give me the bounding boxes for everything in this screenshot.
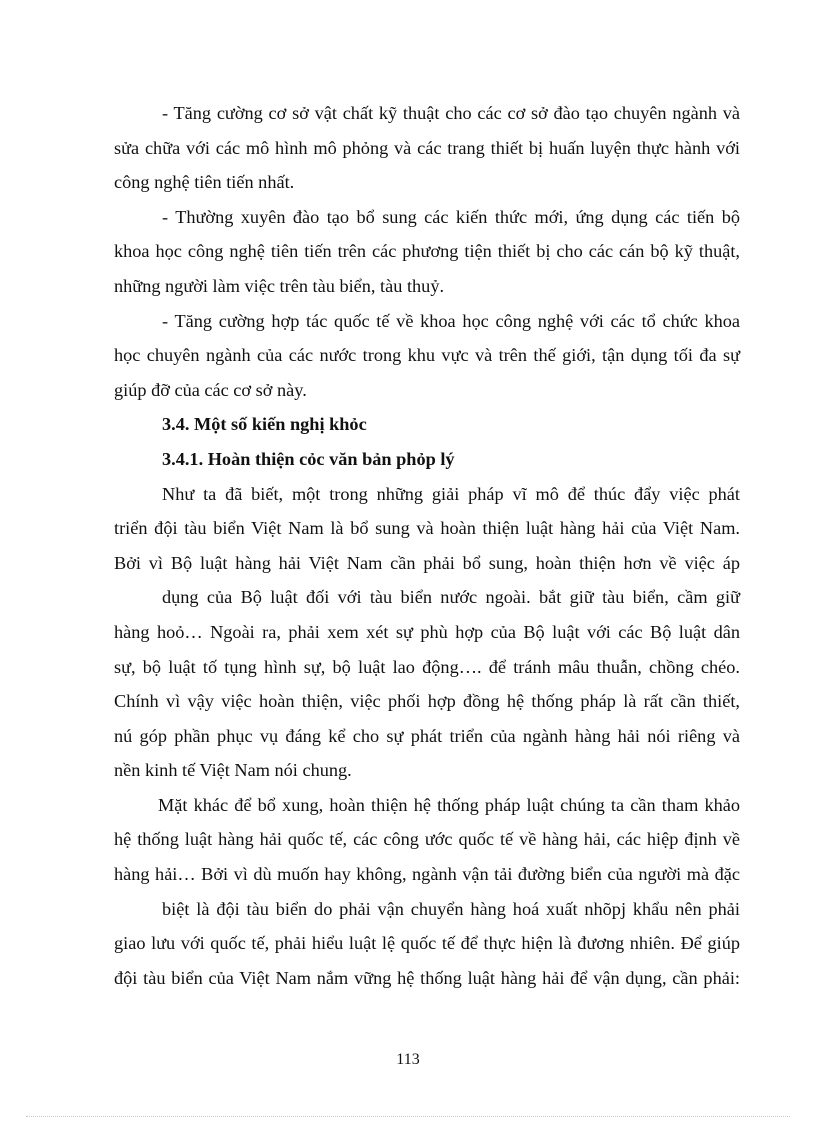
document-body <box>114 96 740 995</box>
paragraph-international-line-6: đội tàu biển của Việt Nam nắm vững hệ thống luật hàng hải để vận dụng, cần phải: <box>114 967 740 988</box>
footer-divider <box>26 1116 790 1117</box>
paragraph-international-line-3: hàng hải… Bởi vì dù muốn hay không, ngành vận tải đường biển của người mà đặc <box>114 864 740 885</box>
bullet-facilities-line-2: sửa chữa với các mô hình mô phỏng và các trang thiết bị huấn luyện thực hành với <box>114 137 740 158</box>
subsection-heading-3-4-1: 3.4.1. Hoàn thiện cỏc văn bản phỏp lý <box>162 448 455 469</box>
paragraph-legal-line-1: Như ta đã biết, một trong những giải pháp vĩ mô để thúc đẩy việc phát <box>162 483 740 504</box>
paragraph-legal-line-5: hàng hoỏ… Ngoài ra, phải xem xét sự phù hợp của Bộ luật với các Bộ luật dân <box>114 621 740 642</box>
paragraph-legal-line-4: dụng của Bộ luật đối với tàu biển nước ngoài. bắt giữ tàu biển, cầm giữ <box>162 587 740 608</box>
paragraph-legal-line-2: triển đội tàu biển Việt Nam là bổ sung và hoàn thiện luật hàng hải của Việt Nam. <box>114 518 740 539</box>
section-heading-3-4: 3.4. Một số kiến nghị khỏc <box>162 414 367 435</box>
paragraph-international-line-1: Mặt khác để bổ xung, hoàn thiện hệ thống pháp luật chúng ta cần tham khảo <box>158 794 740 815</box>
bullet-training-line-1: - Thường xuyên đào tạo bổ sung các kiến thức mới, ứng dụng các tiến bộ <box>162 206 740 227</box>
bullet-facilities-line-1: - Tăng cường cơ sở vật chất kỹ thuật cho các cơ sở đào tạo chuyên ngành và <box>162 103 740 123</box>
bullet-training-line-3: những người làm việc trên tàu biển, tàu thuỷ. <box>114 275 445 296</box>
paragraph-legal-line-7: Chính vì vậy việc hoàn thiện, việc phối hợp đồng hệ thống pháp là rất cần thiết, <box>114 691 740 712</box>
bullet-cooperation-line-3: giúp đỡ của các cơ sở này. <box>114 379 307 400</box>
paragraph-international-line-4: biệt là đội tàu biển do phải vận chuyển hàng hoá xuất nhõpj khẩu nên phải <box>162 898 740 919</box>
paragraph-legal-line-9: nền kinh tế Việt Nam nói chung. <box>114 760 352 781</box>
bullet-facilities-line-3: công nghệ tiên tiến nhất. <box>114 172 295 193</box>
paragraph-legal-line-8: nú góp phần phục vụ đáng kể cho sự phát triển của ngành hàng hải nói riêng và <box>114 725 740 746</box>
page-number: 113 <box>396 1051 420 1068</box>
paragraph-international-line-2: hệ thống luật hàng hải quốc tế, các công ước quốc tế về hàng hải, các hiệp định về <box>114 829 740 850</box>
bullet-cooperation-line-2: học chuyên ngành của các nước trong khu vực và trên thế giới, tận dụng tối đa sự <box>114 345 740 366</box>
paragraph-legal-line-3: Bởi vì Bộ luật hàng hải Việt Nam cần phải bổ sung, hoàn thiện hơn về việc áp <box>114 552 740 573</box>
bullet-cooperation-line-1: - Tăng cường hợp tác quốc tế về khoa học công nghệ với các tổ chức khoa <box>162 310 740 331</box>
paragraph-legal-line-6: sự, bộ luật tố tụng hình sự, bộ luật lao động…. để tránh mâu thuẫn, chồng chéo. <box>114 656 740 677</box>
paragraph-international-line-5: giao lưu với quốc tế, phải hiểu luật lệ quốc tế để thực hiện là đương nhiên. Để giúp <box>114 933 740 954</box>
bullet-training-line-2: khoa học công nghệ tiên tiến trên các phương tiện thiết bị cho các cán bộ kỹ thuật, <box>114 241 740 262</box>
